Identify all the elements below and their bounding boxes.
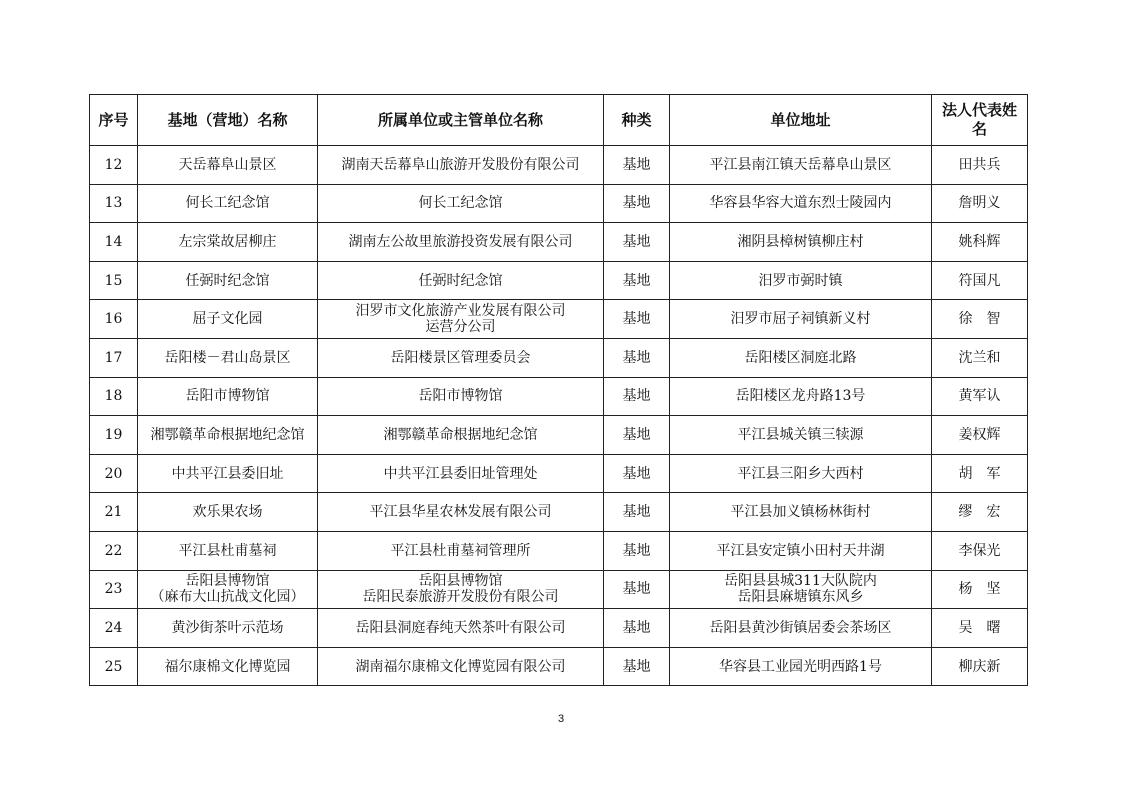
cell-type-text: 基地 [622,156,651,173]
cell-index-text: 14 [104,233,123,250]
cell-legal-representative-text: 姚科辉 [958,233,1001,250]
cell-type-text: 基地 [622,272,651,289]
header-index: 序号 [90,95,138,146]
cell-type-text: 基地 [622,311,651,328]
cell-type [604,454,670,493]
cell-legal-representative [932,493,1028,532]
cell-base-name [138,570,318,609]
cell-type [604,300,670,339]
table-row [90,377,1028,416]
table-row [90,454,1028,493]
cell-index-text: 13 [104,195,123,212]
cell-legal-representative-text: 符国凡 [958,272,1001,289]
table-header-row [90,95,1028,146]
cell-legal-representative-text: 吴 曙 [958,619,1001,636]
cell-base-name-text: 任弼时纪念馆 [185,272,270,289]
cell-legal-representative-text: 田共兵 [958,156,1001,173]
cell-address-text: 汨罗市弼时镇 [758,272,843,289]
cell-base-name [138,647,318,686]
cell-unit [318,531,604,570]
cell-legal-representative [932,184,1028,223]
cell-base-name-text: 岳阳县博物馆 [185,573,270,590]
cell-legal-representative-text: 徐 智 [958,311,1001,328]
cell-base-name [138,146,318,185]
cell-type [604,609,670,648]
cell-address-text: 平江县加义镇杨林街村 [730,504,871,521]
cell-legal-representative [932,570,1028,609]
cell-index-text: 24 [104,619,123,636]
cell-type-text: 基地 [622,658,651,675]
cell-address-text: 岳阳楼区龙舟路13号 [735,388,866,405]
cell-index-text: 17 [104,349,123,366]
cell-unit [318,493,604,532]
cell-unit-text: 湖南左公故里旅游投资发展有限公司 [348,233,573,250]
cell-unit-text: 任弼时纪念馆 [418,272,503,289]
cell-legal-representative [932,300,1028,339]
cell-index [90,338,138,377]
cell-unit [318,609,604,648]
cell-legal-representative [932,146,1028,185]
cell-base-name-text: 何长工纪念馆 [185,195,270,212]
cell-base-name-text: 欢乐果农场 [192,504,263,521]
table-row [90,223,1028,262]
cell-index-text: 16 [104,311,123,328]
cell-index [90,416,138,455]
table-row [90,184,1028,223]
cell-type [604,570,670,609]
cell-address [670,338,932,377]
cell-address [670,647,932,686]
cell-legal-representative-text: 姜权辉 [958,426,1001,443]
cell-address [670,416,932,455]
cell-type-text: 基地 [622,581,651,598]
header-rep-line2: 名 [971,120,987,138]
cell-index-text: 12 [104,156,123,173]
cell-index-text: 23 [104,581,123,598]
header-type: 种类 [604,95,670,146]
cell-unit [318,570,604,609]
cell-unit-text: 何长工纪念馆 [418,195,503,212]
cell-legal-representative-text: 詹明义 [958,195,1001,212]
cell-type [604,184,670,223]
cell-type-text: 基地 [622,465,651,482]
cell-index-text: 25 [104,658,123,675]
cell-legal-representative-text: 李保光 [958,542,1001,559]
cell-unit [318,416,604,455]
header-address: 单位地址 [670,95,932,146]
cell-unit-text: 中共平江县委旧址管理处 [383,465,538,482]
cell-legal-representative-text: 缪 宏 [958,504,1001,521]
cell-unit-text: 汨罗市文化旅游产业发展有限公司 [355,303,566,320]
cell-type [604,416,670,455]
header-base-name: 基地（营地）名称 [138,95,318,146]
cell-address [670,531,932,570]
cell-unit [318,300,604,339]
cell-address [670,146,932,185]
cell-base-name [138,338,318,377]
cell-address-text: 岳阳县县城311大队院内 [724,573,877,590]
cell-unit-text: 湘鄂赣革命根据地纪念馆 [383,426,538,443]
cell-index-text: 19 [104,426,123,443]
cell-legal-representative-text: 胡 军 [958,465,1001,482]
cell-legal-representative [932,609,1028,648]
cell-unit-text: 湖南天岳幕阜山旅游开发股份有限公司 [341,156,580,173]
cell-index [90,531,138,570]
cell-unit [318,454,604,493]
cell-address-text: 平江县南江镇天岳幕阜山景区 [709,156,892,173]
cell-address [670,300,932,339]
table-row [90,261,1028,300]
cell-address-text: 汨罗市屈子祠镇新义村 [730,311,871,328]
cell-legal-representative-text: 沈兰和 [958,349,1001,366]
table-row [90,609,1028,648]
table-row [90,570,1028,609]
cell-base-name [138,261,318,300]
cell-unit-text: 岳阳县博物馆 [418,573,503,590]
cell-type [604,146,670,185]
cell-address [670,377,932,416]
cell-address [670,184,932,223]
cell-type-text: 基地 [622,195,651,212]
cell-index [90,609,138,648]
cell-base-name-text: 平江县杜甫墓祠 [178,542,277,559]
cell-unit-text: 岳阳民泰旅游开发股份有限公司 [362,589,559,606]
cell-address-text: 岳阳县麻塘镇东风乡 [737,589,864,606]
cell-type-text: 基地 [622,542,651,559]
cell-base-name [138,300,318,339]
cell-type-text: 基地 [622,388,651,405]
cell-address-text: 岳阳县黄沙街镇居委会茶场区 [709,619,892,636]
cell-base-name [138,184,318,223]
cell-unit-text: 运营分公司 [425,319,496,336]
cell-base-name [138,454,318,493]
cell-legal-representative [932,454,1028,493]
cell-address [670,261,932,300]
cell-type [604,223,670,262]
cell-base-name [138,493,318,532]
page-number: 3 [557,713,565,725]
cell-index-text: 22 [104,542,123,559]
cell-index-text: 18 [104,388,123,405]
cell-type-text: 基地 [622,349,651,366]
table-body [90,146,1028,686]
cell-unit [318,338,604,377]
cell-unit [318,146,604,185]
cell-index-text: 20 [104,465,123,482]
cell-legal-representative-text: 柳庆新 [958,658,1001,675]
cell-base-name [138,609,318,648]
cell-legal-representative [932,223,1028,262]
cell-index [90,261,138,300]
cell-index [90,570,138,609]
cell-base-name-text: 岳阳楼－君山岛景区 [164,349,291,366]
cell-unit-text: 岳阳县洞庭春纯天然茶叶有限公司 [355,619,566,636]
table-row [90,300,1028,339]
cell-base-name [138,223,318,262]
cell-index [90,223,138,262]
cell-unit-text: 平江县华星农林发展有限公司 [369,504,552,521]
cell-type-text: 基地 [622,619,651,636]
table-row [90,531,1028,570]
cell-index [90,377,138,416]
cell-legal-representative [932,261,1028,300]
header-unit: 所属单位或主管单位名称 [318,95,604,146]
cell-type-text: 基地 [622,504,651,521]
cell-base-name-text: 湘鄂赣革命根据地纪念馆 [150,426,305,443]
cell-unit [318,184,604,223]
header-rep-line1: 法人代表姓 [941,101,1017,119]
cell-address-text: 平江县三阳乡大西村 [737,465,864,482]
cell-legal-representative [932,647,1028,686]
cell-unit [318,223,604,262]
cell-legal-representative [932,338,1028,377]
cell-index-text: 15 [104,272,123,289]
cell-type [604,647,670,686]
cell-unit-text: 湖南福尔康棉文化博览园有限公司 [355,658,566,675]
cell-type [604,531,670,570]
cell-type [604,377,670,416]
cell-type [604,338,670,377]
cell-base-name-text: 中共平江县委旧址 [171,465,284,482]
table-row [90,647,1028,686]
table-row [90,146,1028,185]
cell-legal-representative [932,416,1028,455]
cell-legal-representative-text: 杨 坚 [958,581,1001,598]
cell-address [670,223,932,262]
cell-type-text: 基地 [622,233,651,250]
base-list-table-container [89,94,1027,686]
cell-base-name [138,377,318,416]
cell-base-name-text: （麻布大山抗战文化园） [150,589,305,606]
base-list-table [89,94,1028,686]
cell-index [90,493,138,532]
cell-address [670,609,932,648]
cell-index [90,184,138,223]
table-row [90,416,1028,455]
cell-unit-text: 岳阳楼景区管理委员会 [390,349,531,366]
cell-unit [318,647,604,686]
cell-type [604,261,670,300]
cell-index [90,300,138,339]
header-legal-representative [932,95,1028,146]
cell-type [604,493,670,532]
cell-unit [318,261,604,300]
cell-base-name-text: 岳阳市博物馆 [185,388,270,405]
cell-base-name-text: 屈子文化园 [192,311,263,328]
cell-type-text: 基地 [622,426,651,443]
cell-address-text: 平江县安定镇小田村天井湖 [716,542,885,559]
cell-address [670,454,932,493]
cell-legal-representative-text: 黄军认 [958,388,1001,405]
cell-address [670,493,932,532]
cell-unit-text: 平江县杜甫墓祠管理所 [390,542,531,559]
cell-address-text: 湘阴县樟树镇柳庄村 [737,233,864,250]
cell-index-text: 21 [104,504,123,521]
cell-unit-text: 岳阳市博物馆 [418,388,503,405]
cell-legal-representative [932,531,1028,570]
cell-base-name [138,531,318,570]
cell-address-text: 岳阳楼区洞庭北路 [744,349,857,366]
table-row [90,493,1028,532]
cell-address-text: 华容县华容大道东烈士陵园内 [709,195,892,212]
cell-base-name-text: 左宗棠故居柳庄 [178,233,277,250]
cell-address [670,570,932,609]
cell-base-name [138,416,318,455]
table-row [90,338,1028,377]
cell-index [90,454,138,493]
cell-index [90,146,138,185]
cell-address-text: 平江县城关镇三犊源 [737,426,864,443]
cell-base-name-text: 天岳幕阜山景区 [178,156,277,173]
cell-base-name-text: 福尔康棉文化博览园 [164,658,291,675]
cell-base-name-text: 黄沙街茶叶示范场 [171,619,284,636]
cell-unit [318,377,604,416]
cell-legal-representative [932,377,1028,416]
cell-index [90,647,138,686]
cell-address-text: 华容县工业园光明西路1号 [719,658,882,675]
